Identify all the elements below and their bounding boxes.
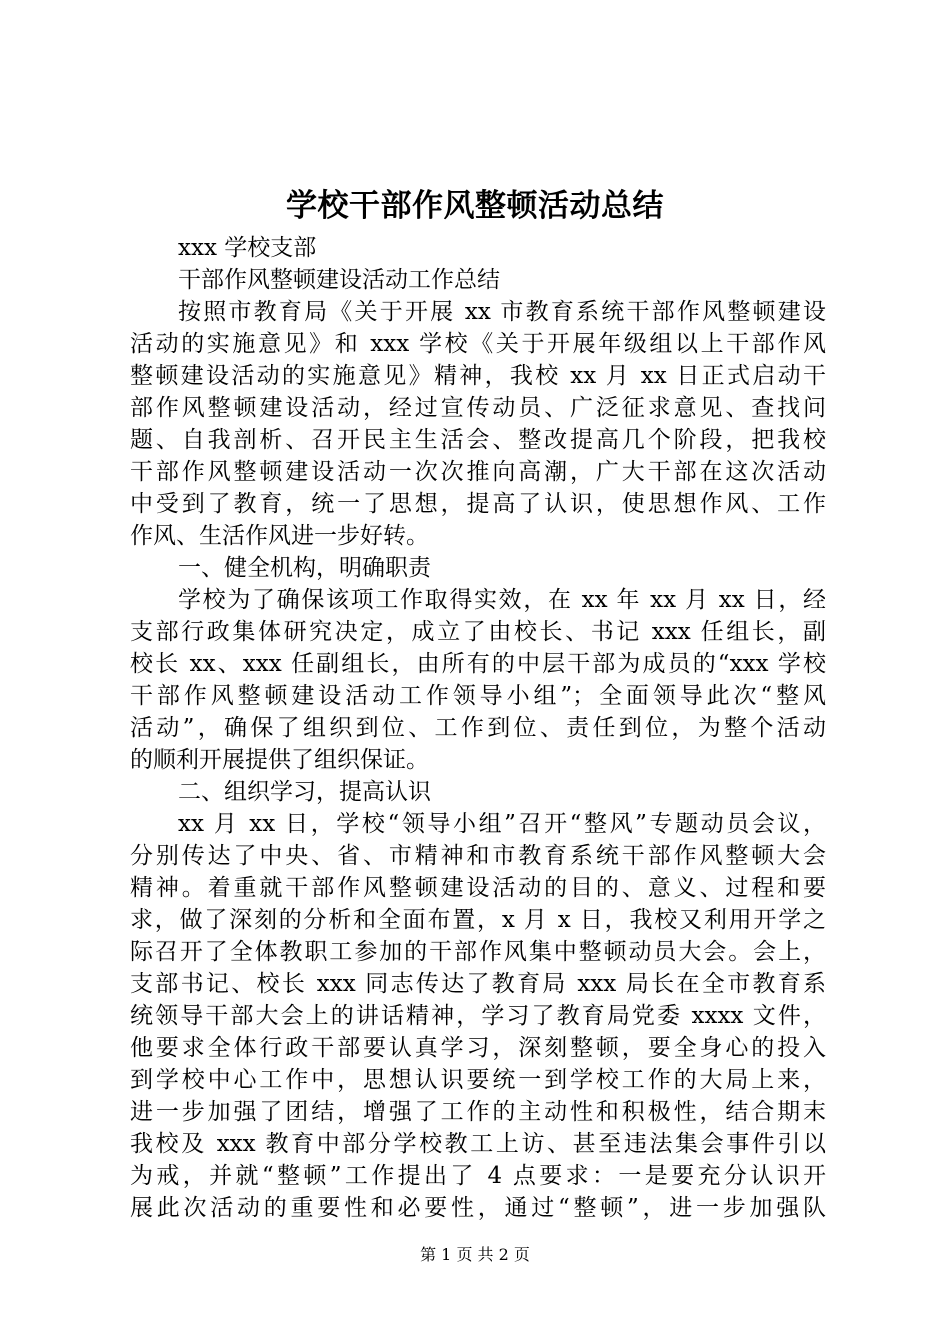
text-line: 精神。着重就干部作风整顿建设活动的目的、意义、过程和要 [130,875,826,901]
text-line: 干部作风整顿建设活动工作领导小组”；全面领导此次“整风 [130,683,826,709]
text-line: 支部书记、校长 xxx 同志传达了教育局 xxx 局长在全市教育系 [130,971,826,997]
text-line: 到学校中心工作中，思想认识要统一到学校工作的大局上来， [130,1067,826,1093]
page-footer: 第 1 页 共 2 页 [420,1245,530,1264]
text-line: 际召开了全体教职工参加的干部作风集中整顿动员大会。会上， [130,939,826,965]
text-line: 作风、生活作风进一步好转。 [130,523,429,549]
text-line: 他要求全体行政干部要认真学习，深刻整顿，要全身心的投入 [130,1035,826,1061]
text-line: 为戒，并就“整顿”工作提出了 4 点要求：一是要充分认识开 [130,1163,826,1189]
section-heading: 一、健全机构，明确职责 [178,555,431,581]
text-line: 部作风整顿建设活动，经过宣传动员、广泛征求意见、查找问 [130,395,826,421]
text-line: 我校及 xxx 教育中部分学校教工上访、甚至违法集会事件引以 [130,1131,826,1157]
text-line: 中受到了教育，统一了思想，提高了认识，使思想作风、工作 [130,491,826,517]
text-line: 学校为了确保该项工作取得实效，在 xx 年 xx 月 xx 日，经 [178,587,826,613]
text-line: 整顿建设活动的实施意见》精神，我校 xx 月 xx 日正式启动干 [130,363,826,389]
section-heading: 二、组织学习，提高认识 [178,779,431,805]
text-line: 干部作风整顿建设活动一次次推向高潮，广大干部在这次活动 [130,459,826,485]
text-line: 活动”，确保了组织到位、工作到位、责任到位，为整个活动 [130,715,826,741]
text-line: 校长 xx、xxx 任副组长，由所有的中层干部为成员的“xxx 学校 [130,651,826,677]
document-body [130,232,826,1224]
text-line: 按照市教育局《关于开展 xx 市教育系统干部作风整顿建设 [178,299,826,325]
text-line: 干部作风整顿建设活动工作总结 [178,267,500,293]
text-line: 进一步加强了团结，增强了工作的主动性和积极性，结合期末 [130,1099,826,1125]
text-line: 活动的实施意见》和 xxx 学校《关于开展年级组以上干部作风 [130,331,826,357]
text-line: 的顺利开展提供了组织保证。 [130,747,429,773]
text-line: xxx 学校支部 [178,235,317,261]
text-line: xx 月 xx 日，学校“领导小组”召开“整风”专题动员会议， [178,811,826,837]
document-title: 学校干部作风整顿活动总结 [286,188,664,224]
text-line: 统领导干部大会上的讲话精神，学习了教育局党委 xxxx 文件， [130,1003,826,1029]
text-line: 题、自我剖析、召开民主生活会、整改提高几个阶段，把我校 [130,427,826,453]
text-line: 展此次活动的重要性和必要性，通过“整顿”，进一步加强队 [130,1195,826,1221]
text-line: 分别传达了中央、省、市精神和市教育系统干部作风整顿大会 [130,843,826,869]
text-line: 求，做了深刻的分析和全面布置，x 月 x 日，我校又利用开学之 [130,907,826,933]
text-line: 支部行政集体研究决定，成立了由校长、书记 xxx 任组长，副 [130,619,826,645]
